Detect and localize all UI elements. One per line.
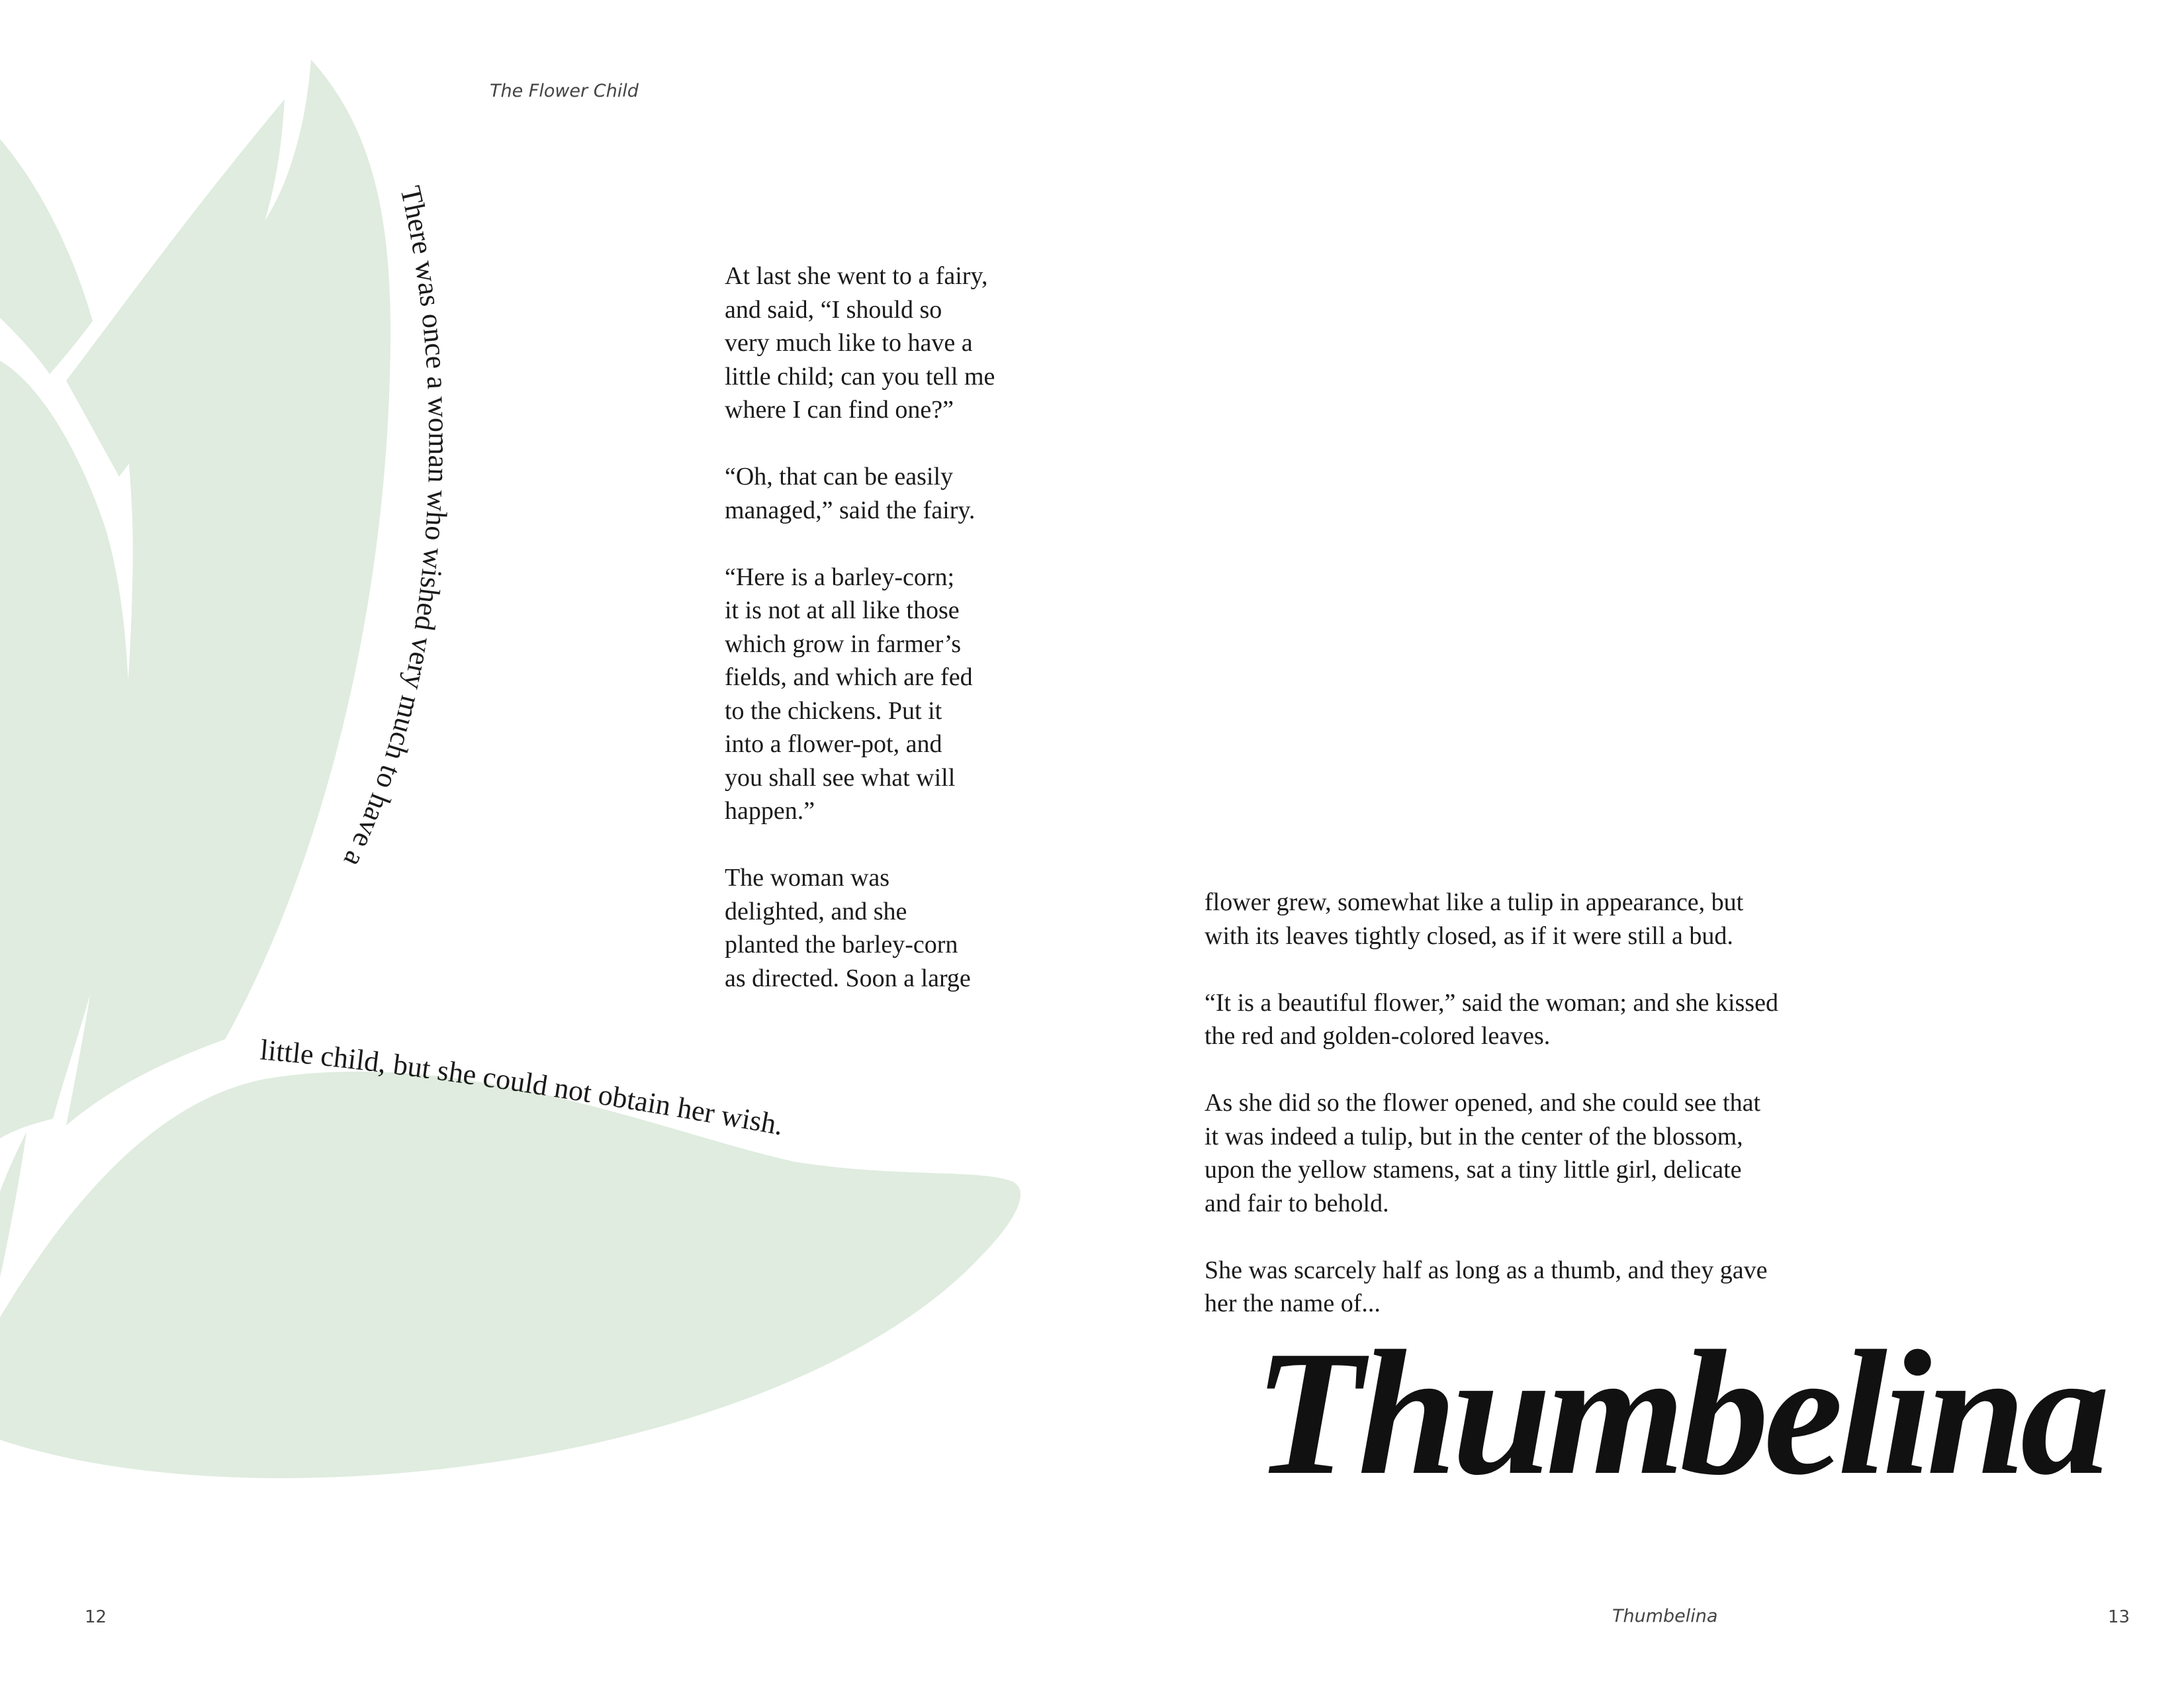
left-story-column <box>725 259 1095 995</box>
story-paragraph: flower grew, somewhat like a tulip in appearance, but with its leaves tightly closed, as if it were still a bud. <box>1205 888 1744 950</box>
story-paragraph: “It is a beautiful flower,” said the woman; and she kissed the red and golden-colored leaves. <box>1205 988 1778 1050</box>
story-paragraph: At last she went to a fairy, and said, “I should so very much like to have a little child; can you tell me where I can find one?” <box>725 262 995 424</box>
story-paragraph: “Oh, that can be easily managed,” said the fairy. <box>725 463 976 524</box>
chapter-title: Thumbelina <box>1253 1314 2105 1512</box>
page-number-left: 12 <box>85 1607 107 1627</box>
story-paragraph: As she did so the flower opened, and she could see that it was indeed a tulip, but in the center of the blossom, upon the yellow stamens, sat a tiny little girl, delicate and fair to behold. <box>1205 1089 1761 1217</box>
story-paragraph: She was scarcely half as long as a thumb, and they gave her the name of... <box>1205 1256 1768 1317</box>
story-paragraph: The woman was delighted, and she planted the barley-corn as directed. Soon a large <box>725 864 971 992</box>
curved-text-horizontal: little child, but she could not obtain her wish. <box>259 1033 786 1142</box>
running-head-left: The Flower Child <box>490 81 639 101</box>
story-paragraph: “Here is a barley-corn; it is not at all like those which grow in farmer’s fields, and which are fed to the chickens. Put it into a flower-pot, and you shall see what will happen.” <box>725 563 973 825</box>
curved-text-vertical: There was once a woman who wished very much to have a <box>337 183 455 872</box>
right-story-column <box>1205 886 1866 1321</box>
page-number-right: 13 <box>2108 1607 2130 1627</box>
running-head-right: Thumbelina <box>1612 1606 1718 1626</box>
